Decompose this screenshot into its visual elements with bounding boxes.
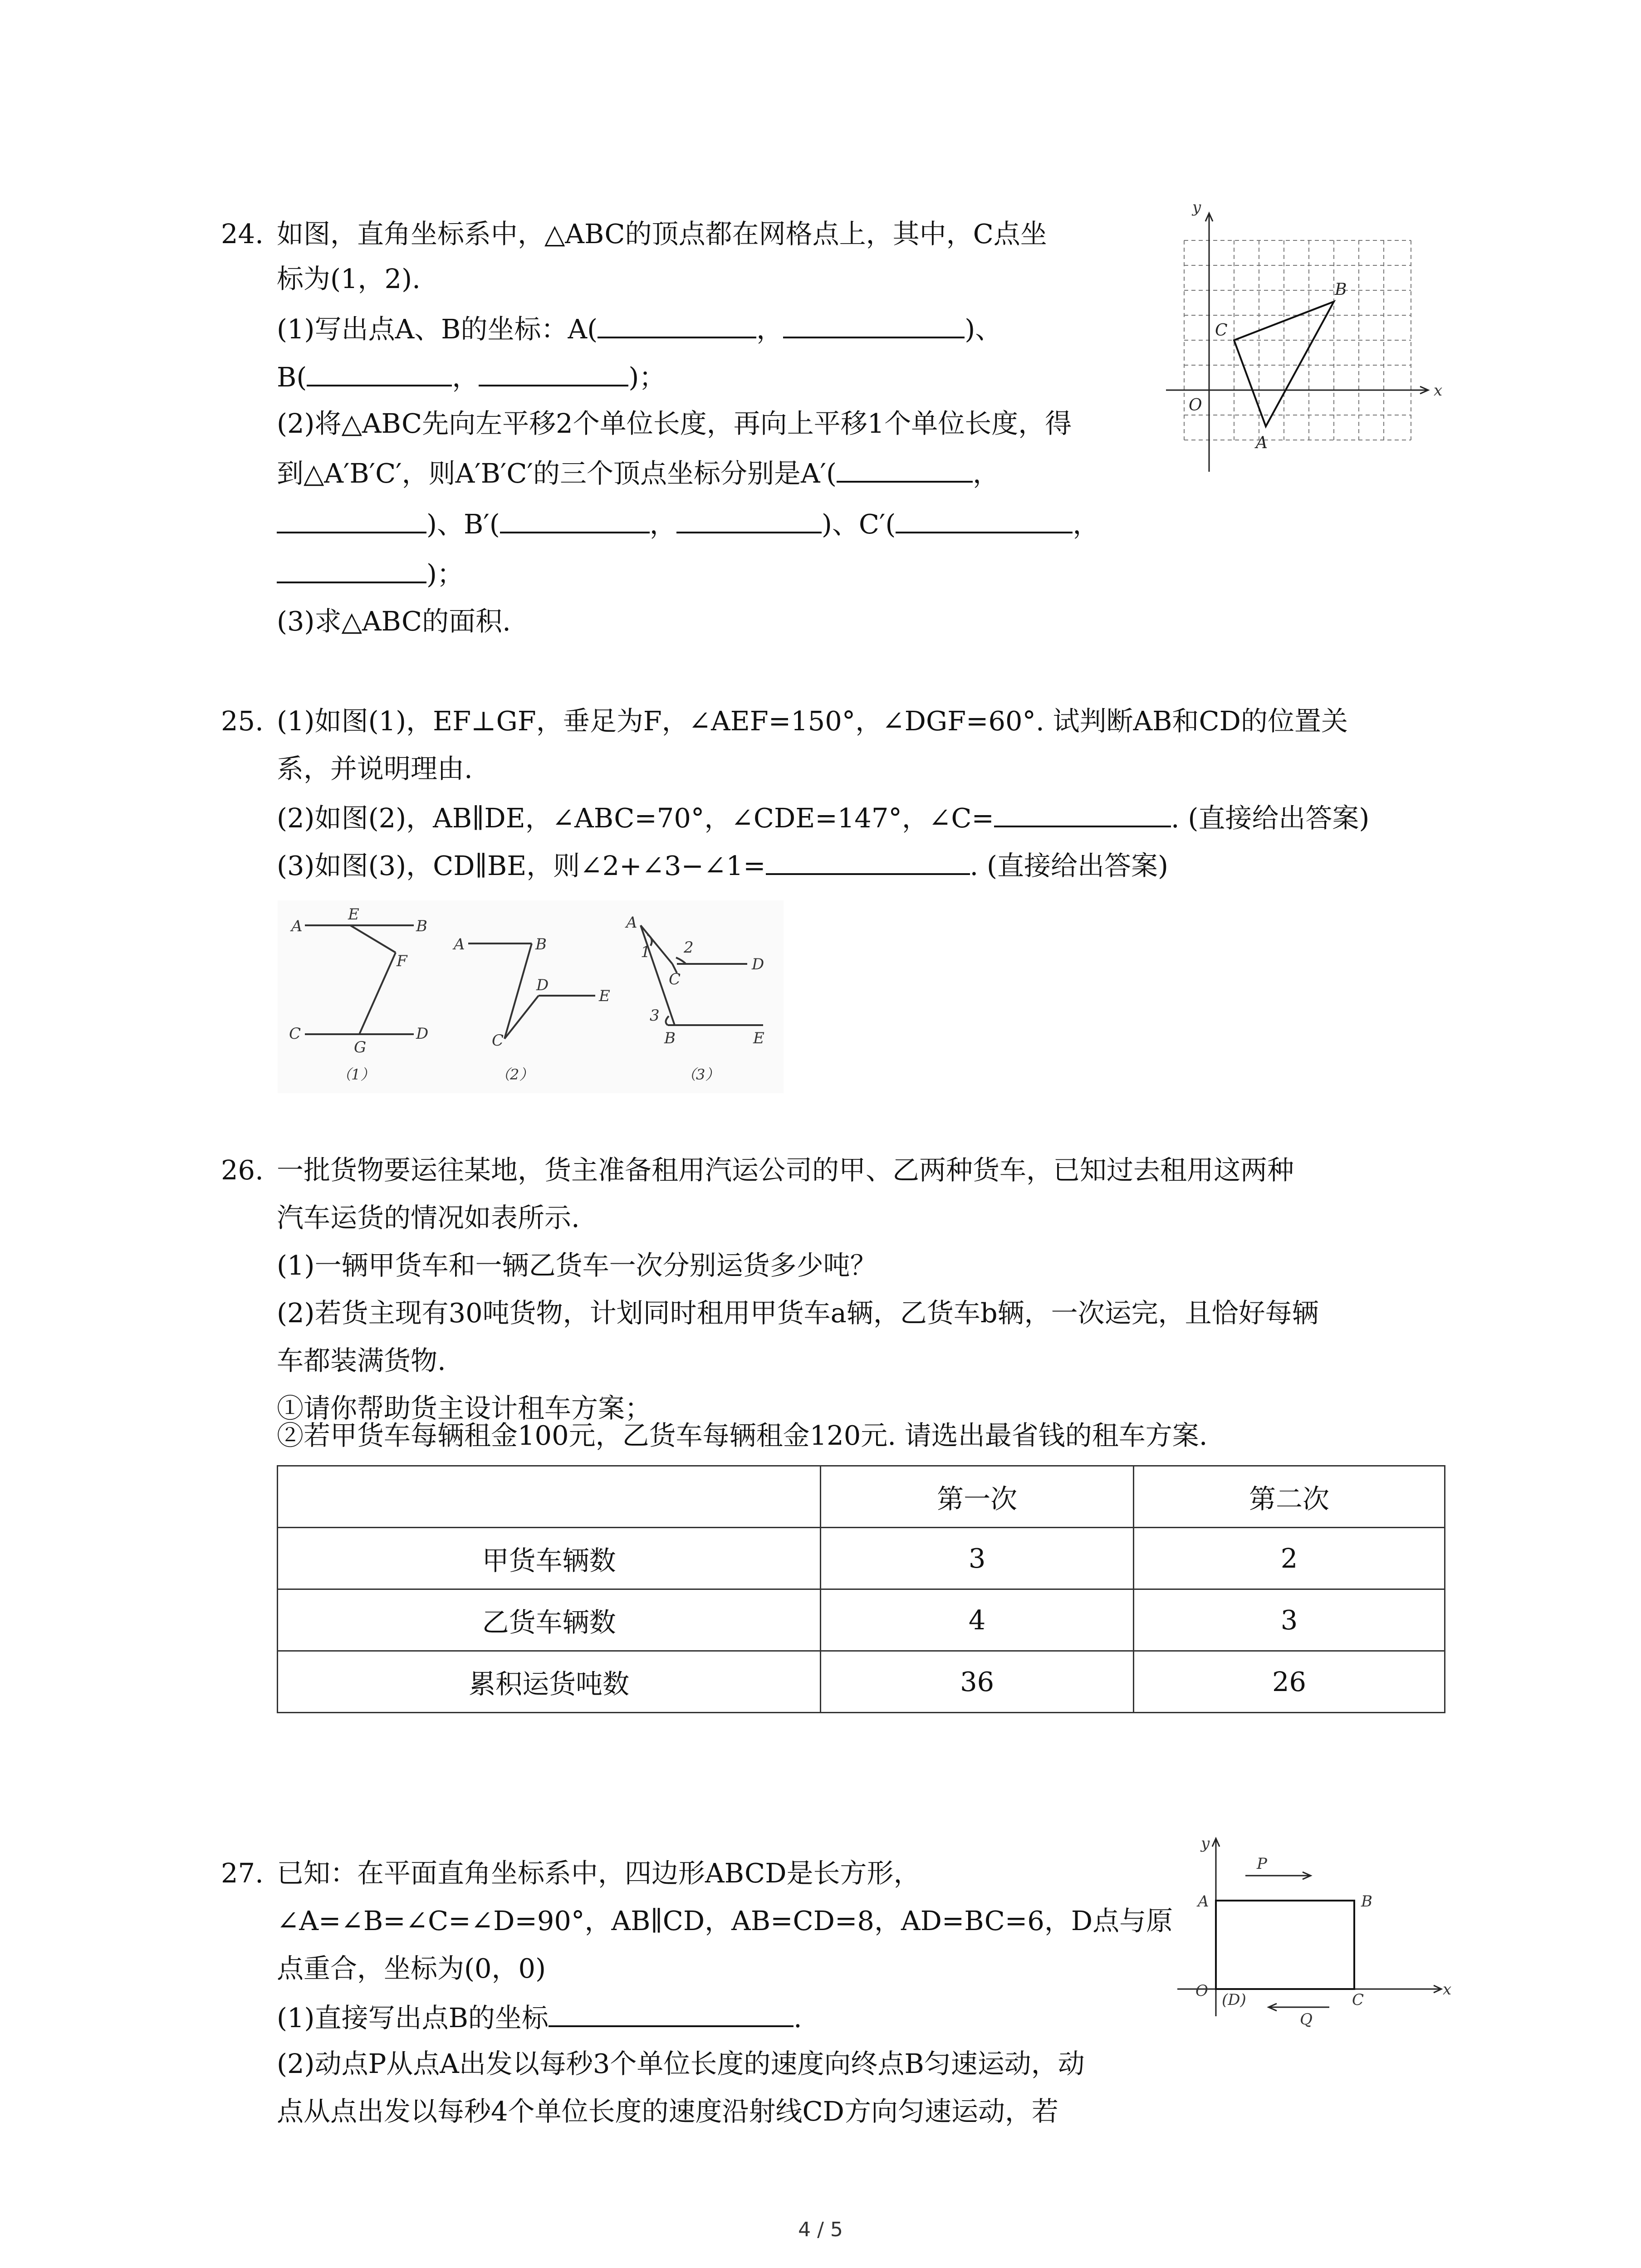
text-fragment: . <box>793 2002 802 2033</box>
question-text-line: ∠A=∠B=∠C=∠D=90°，AB∥CD，AB=CD=8，AD=BC=6，D点与原 <box>277 1905 1173 1936</box>
answer-blank[interactable] <box>549 1998 794 2027</box>
table-cell: 3 <box>821 1528 1134 1589</box>
fig2-label-a: A <box>454 935 465 953</box>
text-fragment: (3)如图(3)，CD∥BE，则∠2+∠3−∠1= <box>277 850 766 881</box>
answer-blank[interactable] <box>598 309 756 338</box>
table-header-cell: 第二次 <box>1134 1466 1445 1528</box>
fig2-label-d: D <box>536 976 549 994</box>
text-fragment: )、C′( <box>821 508 896 540</box>
question-text-line: 标为(1，2). <box>277 263 421 294</box>
answer-blank[interactable] <box>307 357 452 386</box>
text-fragment: (1)直接写出点B的坐标 <box>277 2002 549 2033</box>
table-row <box>278 1528 1445 1589</box>
point-label-c: C <box>1215 321 1228 340</box>
table-header-cell: 第一次 <box>821 1466 1134 1528</box>
question-number: 26. <box>221 1154 264 1186</box>
fig3-label-a: A <box>626 914 637 932</box>
fig3-angle-3: 3 <box>650 1007 660 1025</box>
text-fragment: )、 <box>965 313 1002 345</box>
answer-blank[interactable] <box>277 504 426 533</box>
table-cell: 2 <box>1134 1528 1445 1589</box>
table-cell: 36 <box>821 1651 1134 1713</box>
fig1-label-g: G <box>354 1038 367 1056</box>
origin-label: O <box>1195 1982 1208 2000</box>
text-fragment: )； <box>426 558 464 590</box>
y-axis-label: y <box>1201 1834 1210 1853</box>
table-header-cell <box>278 1466 821 1528</box>
text-fragment: ， <box>649 508 676 540</box>
fig3-label-b: B <box>664 1029 676 1047</box>
geometry-figures <box>278 900 784 1093</box>
answer-blank[interactable] <box>994 798 1171 827</box>
table-cell: 3 <box>1134 1589 1445 1651</box>
question-text-line: 点重合，坐标为(0，0) <box>277 1953 546 1984</box>
table-cell: 甲货车辆数 <box>278 1528 821 1589</box>
text-fragment: ， <box>452 362 479 393</box>
fig3-angle-2: 2 <box>684 938 694 957</box>
fig1-label-d: D <box>416 1025 429 1043</box>
fig3-caption: （3） <box>681 1066 720 1083</box>
fig1-caption: （1） <box>337 1066 375 1083</box>
table-header-row <box>278 1466 1445 1528</box>
question-number: 27. <box>221 1857 264 1889</box>
point-label-b: B <box>1335 280 1347 299</box>
question-text-line <box>277 309 1002 347</box>
point-label-b: B <box>1361 1892 1372 1911</box>
question-number: 24. <box>221 218 264 249</box>
fig3-label-c: C <box>669 970 681 988</box>
table-cell: 4 <box>821 1589 1134 1651</box>
answer-blank[interactable] <box>766 846 970 875</box>
coordinate-grid-figure <box>1166 200 1447 485</box>
question-text-line: 点从点出发以每秒4个单位长度的速度沿射线CD方向匀速运动，若 <box>277 2096 1058 2127</box>
fig2-label-c: C <box>492 1031 504 1050</box>
text-fragment: )、B′( <box>426 508 500 540</box>
question-text-line <box>277 357 666 396</box>
point-label-d: (D) <box>1222 1991 1246 2009</box>
text-fragment: . (直接给出答案) <box>1171 802 1370 834</box>
fig2-label-b: B <box>535 935 547 953</box>
table-row <box>278 1651 1445 1713</box>
question-text-line: 如图，直角坐标系中，△ABC的顶点都在网格点上，其中，C点坐 <box>277 218 1047 249</box>
question-text-line: 系，并说明理由. <box>277 753 473 784</box>
answer-blank[interactable] <box>676 504 822 533</box>
question-text-line: (1)如图(1)，EF⊥GF，垂足为F，∠AEF=150°，∠DGF=60°. 试判断AB和CD的位置关 <box>277 705 1348 737</box>
text-fragment: (2)如图(2)，AB∥DE，∠ABC=70°，∠CDE=147°，∠C= <box>277 802 994 834</box>
question-text-line: 一批货物要运往某地，货主准备租用汽运公司的甲、乙两种货车，已知过去租用这两种 <box>277 1154 1294 1186</box>
table-cell: 乙货车辆数 <box>278 1589 821 1651</box>
fig3-angle-1: 1 <box>641 943 651 961</box>
question-text-line: (2)动点P从点A出发以每秒3个单位长度的速度向终点B匀速运动，动 <box>277 2048 1085 2079</box>
question-text-line <box>277 454 999 492</box>
rectangle-coordinate-figure <box>1177 1834 1452 2028</box>
answer-blank[interactable] <box>500 504 650 533</box>
question-text-line: ①请你帮助货主设计租车方案； <box>277 1393 652 1424</box>
table-cell: 26 <box>1134 1651 1445 1713</box>
text-fragment: ， <box>756 313 784 345</box>
fig3-label-e: E <box>753 1029 764 1047</box>
question-text-line: (2)将△ABC先向左平移2个单位长度，再向上平移1个单位长度，得 <box>277 408 1072 439</box>
fig1-label-f: F <box>397 952 407 970</box>
question-text-line: ②若甲货车每辆租金100元，乙货车每辆租金120元. 请选出最省钱的租车方案. <box>277 1420 1208 1451</box>
question-text-line <box>277 846 1168 884</box>
question-number: 25. <box>221 705 264 737</box>
x-axis-label: x <box>1443 1980 1452 1999</box>
table-row <box>278 1589 1445 1651</box>
answer-blank[interactable] <box>896 504 1073 533</box>
question-text-line: 汽车运货的情况如表所示. <box>277 1202 580 1233</box>
text-fragment: . (直接给出答案) <box>970 850 1169 881</box>
point-label-c: C <box>1352 1991 1364 2009</box>
point-label-q: Q <box>1300 2010 1313 2028</box>
fig2-caption: （2） <box>495 1066 534 1083</box>
x-axis-label: x <box>1434 381 1443 400</box>
text-fragment: )； <box>628 362 666 393</box>
text-fragment: ， <box>973 458 1000 489</box>
point-label-p: P <box>1257 1855 1267 1873</box>
point-label-a: A <box>1256 434 1268 452</box>
text-fragment: B( <box>277 362 307 393</box>
question-text-line: 车都装满货物. <box>277 1345 446 1376</box>
question-text-line: (3)求△ABC的面积. <box>277 606 511 637</box>
point-label-a: A <box>1198 1892 1209 1911</box>
text-fragment: ， <box>1073 508 1100 540</box>
page-number: 4 / 5 <box>798 2218 843 2241</box>
fig1-label-c: C <box>289 1025 301 1043</box>
answer-blank[interactable] <box>479 357 628 386</box>
fig1-label-e: E <box>348 905 359 924</box>
origin-label: O <box>1189 396 1202 415</box>
fig1-label-a: A <box>291 917 303 935</box>
question-text-line: (2)若货主现有30吨货物，计划同时租用甲货车a辆，乙货车b辆，一次运完，且恰好每辆 <box>277 1297 1319 1329</box>
table-cell: 累积运货吨数 <box>278 1651 821 1713</box>
fig3-label-d: D <box>752 955 764 973</box>
question-text-line <box>277 1998 802 2036</box>
question-text-line <box>277 504 1099 543</box>
answer-blank[interactable] <box>837 454 973 483</box>
freight-table <box>277 1465 1445 1713</box>
answer-blank[interactable] <box>783 309 965 338</box>
question-text-line <box>277 798 1369 836</box>
answer-blank[interactable] <box>277 554 426 583</box>
text-fragment: (1)写出点A、B的坐标：A( <box>277 313 598 345</box>
question-text-line: (1)一辆甲货车和一辆乙货车一次分别运货多少吨？ <box>277 1250 877 1281</box>
y-axis-label: y <box>1192 198 1201 216</box>
text-fragment: 到△A′B′C′，则A′B′C′的三个顶点坐标分别是A′( <box>277 458 837 489</box>
fig1-label-b: B <box>416 917 427 935</box>
question-text-line <box>277 554 464 592</box>
fig2-label-e: E <box>599 987 610 1005</box>
question-text-line: 已知：在平面直角坐标系中，四边形ABCD是长方形， <box>277 1857 921 1889</box>
